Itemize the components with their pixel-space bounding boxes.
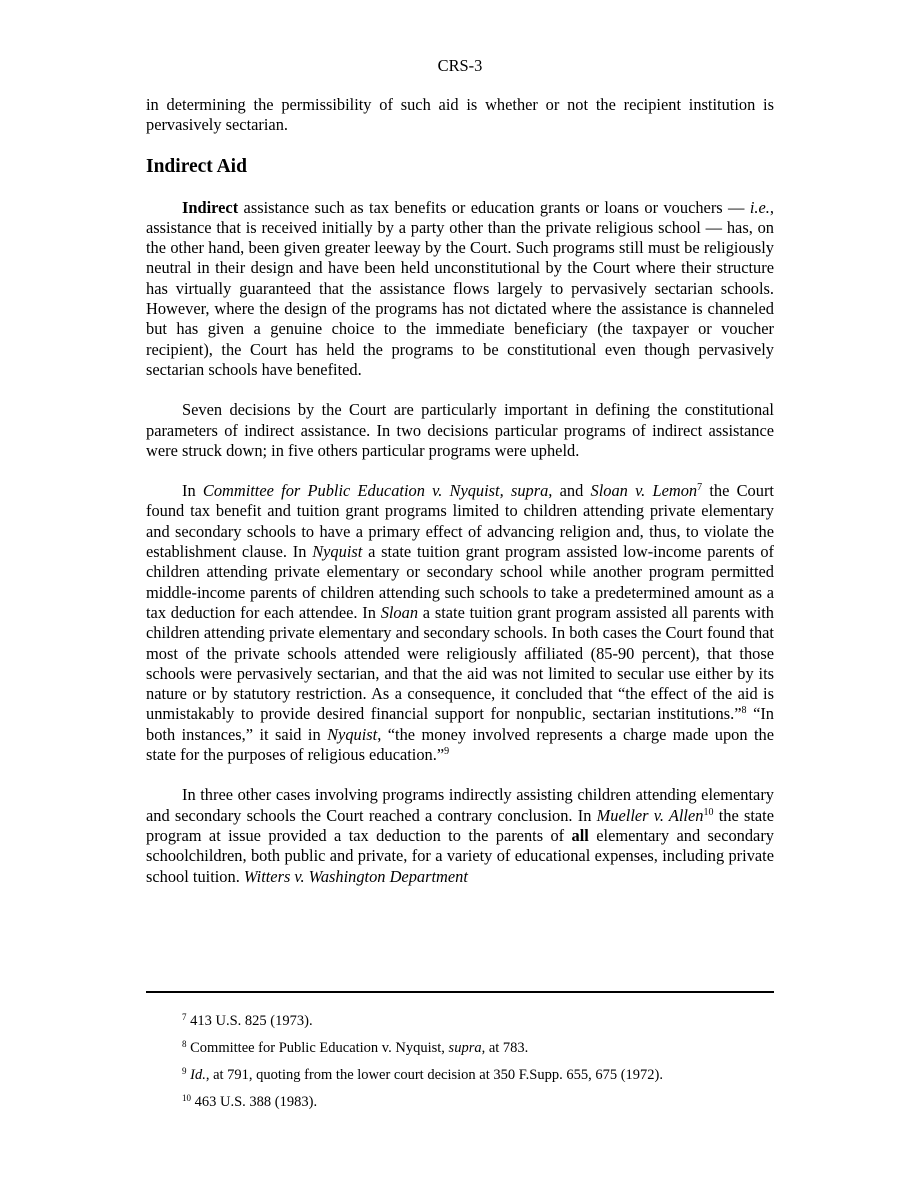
document-body	[146, 95, 774, 887]
case-name: Mueller v. Allen	[596, 805, 704, 825]
footnote-number: 10	[182, 1093, 191, 1103]
case-name: Sloan v. Lemon	[590, 481, 698, 501]
footnote-number: 7	[182, 1012, 187, 1022]
case-name: Sloan	[380, 602, 419, 622]
footnote-ref: 9	[444, 746, 450, 758]
paragraph-continuation: in determining the permissibility of such aid is whether or not the recipient institution is pervasively sectarian.	[146, 95, 774, 135]
footnote-ref: 8	[741, 705, 747, 717]
footnote-8: $^8$ Committee for Public Education v. Nyquist, supra, at 783.	[182, 1039, 529, 1056]
page-header: CRS-3	[437, 56, 483, 75]
footnotes	[182, 1012, 774, 1120]
italic-term: i.e.	[749, 197, 770, 217]
bold-term: all	[571, 825, 589, 845]
footnote-number: 8	[182, 1039, 187, 1049]
bold-term: Indirect	[182, 197, 239, 217]
paragraph-seven-decisions: Seven decisions by the Court are particularly important in defining the constitutional parameters of indirect assistance. In two decisions particular programs of indirect assistance were struck down; in five others particular programs were upheld.	[146, 400, 774, 460]
case-name: Witters v. Washington Department	[243, 866, 468, 886]
footnote-divider	[146, 991, 774, 993]
case-name: Committee for Public Education v. Nyquist, supra,	[202, 481, 553, 501]
section-heading: Indirect Aid	[146, 155, 247, 177]
footnote-number: 9	[182, 1066, 187, 1076]
case-name: Nyquist	[312, 542, 363, 562]
footnote-ref: 10	[703, 806, 714, 818]
paragraph-indirect-assistance: Indirect assistance such as tax benefits or education grants or loans or vouchers — i.e., assistance that is received initially by a party other than the private religious school — has, on the other hand, been given greater leeway by the Court. Such programs still must be religiously neutral in their design and have been held unconstitutional by the Court where their structure has virtually guaranteed that the assistance flows largely to pervasively sectarian schools. However, where the design of the programs has not dictated where the assistance is channeled but has given a genuine choice to the immediate beneficiary (the taxpayer or voucher recipient), the Court has held the programs to be constitutional even though pervasively sectarian schools have benefited.	[146, 197, 774, 379]
footnote-ref: 7	[697, 482, 703, 494]
paragraph-mueller: In three other cases involving programs indirectly assisting children attending elementary and secondary schools the Court reached a contrary conclusion. In Mueller v. Allen$^{10}$ the state program at issue provided a tax deduction to the parents of all elementary and secondary schoolchildren, both public and private, for a variety of educational expenses, including private school tuition. Witters v. Washington Department	[146, 785, 775, 886]
case-name: Nyquist	[327, 724, 378, 744]
footnote-9: $^9$ Id., at 791, quoting from the lower court decision at 350 F.Supp. 655, 675 (1972).	[182, 1066, 663, 1083]
footnote-10: $^{10}$ 463 U.S. 388 (1983).	[182, 1093, 318, 1110]
paragraph-nyquist-sloan: In Committee for Public Education v. Nyquist, supra, and Sloan v. Lemon$^7$ the Court found tax benefit and tuition grant programs limited to children attending private elementary and secondary schools to have a primary effect of advancing religion and, thus, to violate the establishment clause. In Nyquist a state tuition grant program assisted low-income parents of children attending private elementary or secondary school while another program permitted middle-income parents of children attending such schools to take a predetermined amount as a tax deduction for each attendee. In Sloan a state tuition grant program assisted all parents with children attending private elementary and secondary schools. In both cases the Court found that most of the private schools attended were religiously affiliated (85-90 percent), that those schools were pervasively sectarian, and that the aid was not limited to secular use either by its nature or by statutory restriction. As a consequence, it concluded that “the effect of the aid is unmistakably to provide desired financial support for nonpublic, sectarian institutions.”$^8$ “In both instances,” it said in Nyquist, “the money involved represents a charge made upon the state for the purposes of religious education.”$^9$	[146, 481, 775, 765]
footnote-7: $^7$ 413 U.S. 825 (1973).	[182, 1012, 313, 1029]
